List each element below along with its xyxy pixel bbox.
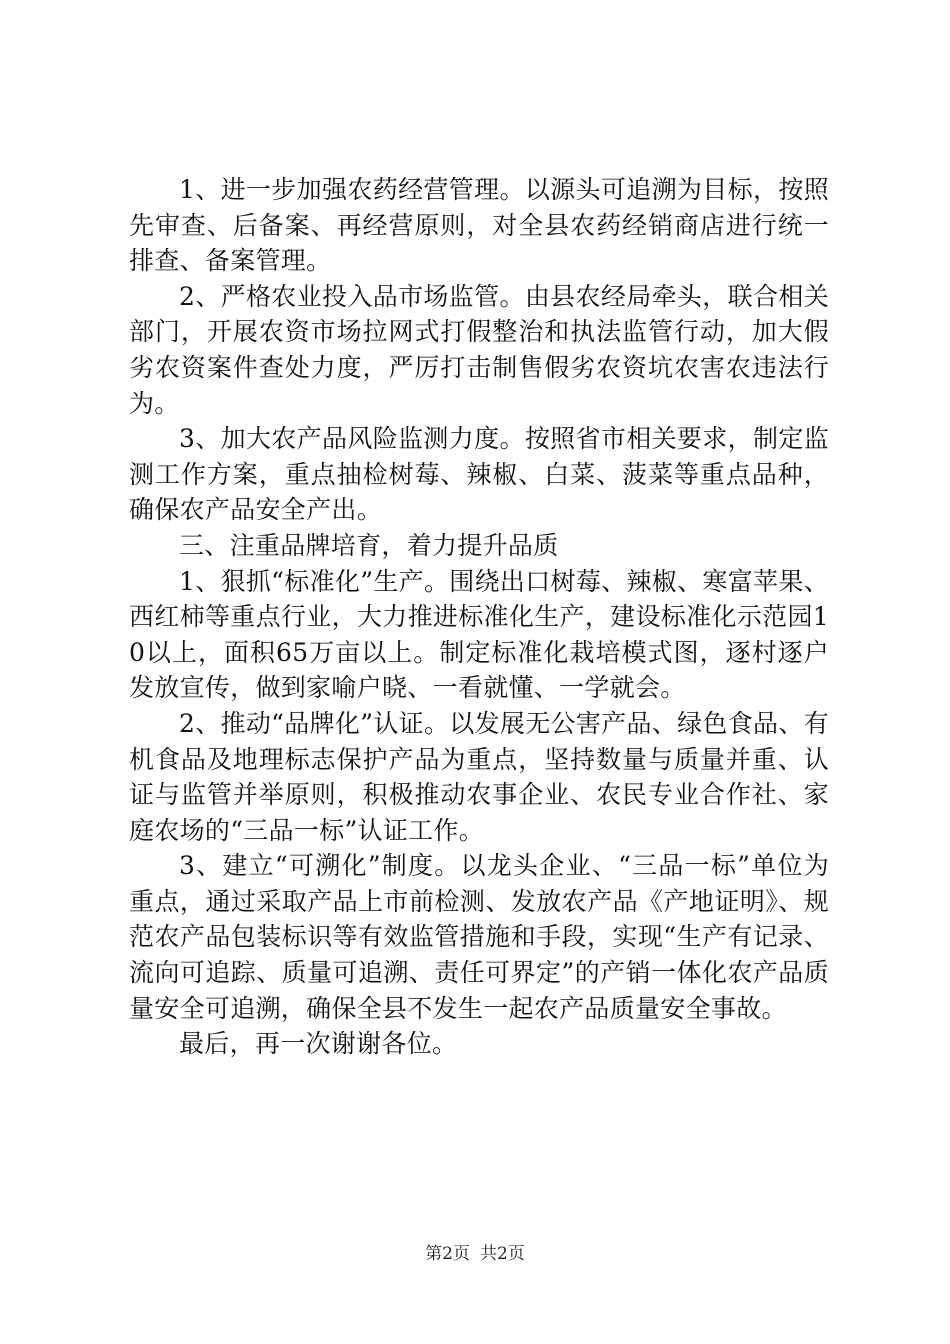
paragraph-traceability-system: 3、建立“可溯化”制度。以龙头企业、“三品一标”单位为重点，通过采取产品上市前检测、发放农产品《产地证明》、规范农产品包装标识等有效监管措施和手段，实现“生产有记录、流向可追踪、质量可追溯、责任可界定”的产销一体化农产品质量安全可追溯，确保全县不发生一起农产品质量安全事故。 bbox=[129, 851, 829, 1023]
page-number-current: 第2页 bbox=[425, 1244, 470, 1264]
paragraph-closing-thanks: 最后，再一次谢谢各位。 bbox=[179, 1029, 458, 1059]
paragraph-pesticide-management: 1、进一步加强农药经营管理。以源头可追溯为目标，按照先审查、后备案、再经营原则，对全县农药经销商店进行统一排查、备案管理。 bbox=[129, 175, 829, 276]
section-heading-brand-cultivation: 三、注重品牌培育，着力提升品质 bbox=[179, 530, 559, 560]
paragraph-brand-certification: 2、推动“品牌化”认证。以发展无公害产品、绿色食品、有机食品及地理标志保护产品为重点，坚持数量与质量并重、认证与监管并举原则，积极推动农事企业、农民专业合作社、家庭农场的“三品一标”认证工作。 bbox=[129, 708, 829, 845]
paragraph-input-market-supervision: 2、严格农业投入品市场监管。由县农经局牵头，联合相关部门，开展农资市场拉网式打假整治和执法监管行动，加大假劣农资案件查处力度，严厉打击制售假劣农资坑农害农违法行为。 bbox=[129, 281, 829, 418]
page-number-total: 共2页 bbox=[480, 1244, 525, 1264]
document-body bbox=[129, 172, 829, 1062]
paragraph-risk-monitoring: 3、加大农产品风险监测力度。按照省市相关要求，制定监测工作方案，重点抽检树莓、辣椒、白菜、菠菜等重点品种，确保农产品安全产出。 bbox=[129, 424, 829, 525]
paragraph-standardization: 1、狠抓“标准化”生产。围绕出口树莓、辣椒、寒富苹果、西红柿等重点行业，大力推进标准化生产，建设标准化示范园10以上，面积65万亩以上。制定标准化栽培模式图，逐村逐户发放宣传，做到家喻户晓、一看就懂、一学就会。 bbox=[129, 566, 829, 703]
page-footer bbox=[0, 1242, 950, 1266]
